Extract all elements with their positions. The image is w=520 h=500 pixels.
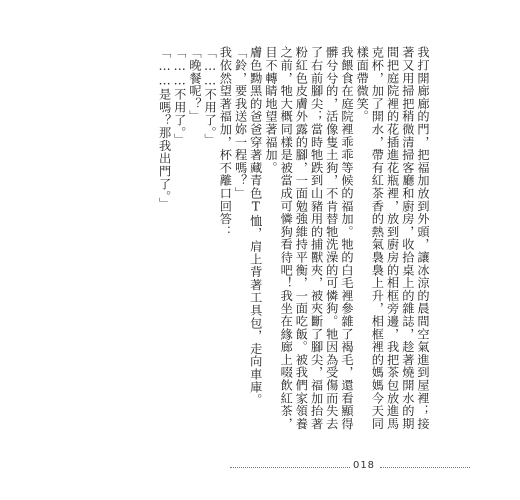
paragraph: 膚色黝黑的爸爸穿著藏青色T恤，肩上背著工具包，走向車庫。 xyxy=(248,46,263,407)
vertical-text-body xyxy=(156,46,430,431)
paragraph: 「……不用了。」 xyxy=(203,46,218,146)
paragraph: 「晚餐呢？」 xyxy=(187,46,202,123)
page-number: 018 xyxy=(352,460,376,471)
paragraph: 「鈴，要我送妳一程嗎？」 xyxy=(233,46,248,200)
paragraph: 我餵食在庭院裡乖乖等候的福加。牠的白毛裡參雜了褐毛，還看顯得髒兮兮的，活像隻土狗，不肯替牠洗澡的可憐狗。牠因為受傷而失去了右前腳尖；當時牠跌到山豬用的捕獸夾，被夾斷了腳尖，福加抬著粉紅色皮膚外露的腳，一面勉強維持平衡，一面吃飯。被我們家領養之前，牠大概同樣是被當成可憐狗看待吧！我坐在緣廊上啜飲紅茶，目不轉睛地望著福加。 xyxy=(263,46,354,430)
footer-rule-right xyxy=(380,467,470,469)
paragraph: 「……是嗎？那我出門了。」 xyxy=(157,46,172,210)
paragraph: 「……不用了。」 xyxy=(172,46,187,146)
page-footer xyxy=(230,460,470,476)
footer-rule-left xyxy=(230,467,350,469)
paragraph: 我打開廊廊的門，把福加放到外頭，讓冰涼的晨間空氣進到屋裡；接著又用掃把稍微清掃客廳和廚房，收拾桌上的雜誌，趁著燒開水的期間把庭院裡的花插進花瓶裡，放到廚房的相框旁邊，我把茶包放進馬克杯，加了開水，帶有紅茶香的熱氣裊裊上升，相框裡的媽媽今天同樣面帶微笑。 xyxy=(355,46,430,430)
paragraph: 我依然望著福加，杯不離口回答： xyxy=(218,46,233,238)
